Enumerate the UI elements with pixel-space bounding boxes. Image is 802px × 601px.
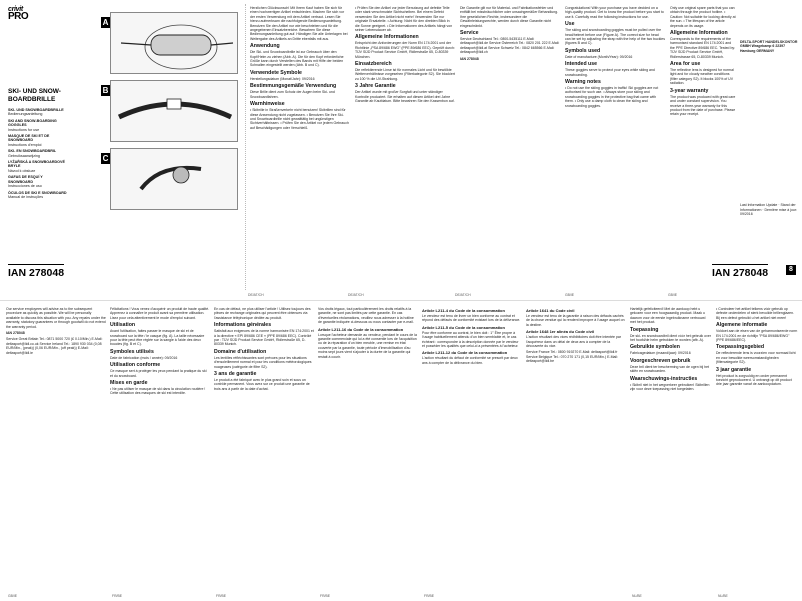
brand-name: crivit [8, 6, 23, 13]
gb-back-cover [740, 40, 798, 290]
fr-heading-area: Domaine d'utilisation [214, 348, 267, 355]
figure-label: A [102, 18, 109, 27]
cover-title: SKI- UND SNOW-BOARDBRILLE [8, 88, 61, 103]
product-doc-type: Gebruiksaanwijzing [8, 153, 40, 158]
nl-column-2 [716, 307, 798, 587]
de-heading-use: Anwendung [250, 43, 280, 50]
de-ian: IAN 278048 [460, 56, 479, 61]
footer-lang: GB/IE [565, 293, 575, 297]
footer-lang: FR/BE [112, 594, 122, 598]
figure-label: C [102, 154, 109, 163]
nl-intended-text: Deze bril dient ter bescherming van de ogen bij het skiën en snowboarden. [630, 364, 709, 374]
info-update-date: Last Information Update · Stand der Informationen · Dernière mise à jour: 09/2016 [740, 203, 797, 217]
product-name: SKI- UND SNOWBOARDBRILLE [8, 108, 64, 112]
fr-symbols-text: Date de fabrication (mois / année): 09/2016 [110, 355, 178, 360]
nl-use-text: De ski- en snowboardbril dient vóór het gebruik over het hoofd/de helm getrokken te worden (afb. A). [630, 333, 711, 343]
fr-column-1 [110, 307, 210, 587]
cover-ian: IAN 278048 [8, 264, 64, 279]
gb-heading-area: Area for use [670, 61, 701, 68]
cover-product-item [8, 108, 68, 117]
gb-intended-text: These goggles serve to protect your eyes while skiing and snowboarding. [565, 68, 655, 77]
product-doc-type: Instructions for use [8, 127, 40, 132]
footer-lang: NL/BE [632, 594, 642, 598]
de-heading-symbols: Verwendete Symbole [250, 69, 302, 76]
fr-heading-intended: Utilisation conforme [110, 362, 161, 369]
fr-heading-info: Informations générales [214, 322, 272, 329]
gb-warranty-text: The product was produced with great care and under constant supervision. You receive a three-year warranty for this product from the date of purchase. Please retain your receipt. [670, 94, 736, 117]
fr-col2-text: En cas de défaut, ne plus utiliser l'article ! Utilisez toujours des pièces de rechange originales qui peuvent être obtenues via l'assistance téléphonique dédiée au produit. [214, 307, 311, 320]
gb-heading-intended: Intended use [565, 61, 597, 68]
gb-heading-symbols: Symbols used [565, 47, 601, 54]
de-use-text: Die Ski- und Snowboardbrille ist zur Gebrauch über den Kopf/Helm zu ziehen (Abb. A). Die für den Kopf erforderliche Größe kann durch Verstellen des Bands mit Hilfe der beiden Schnallen eingestellt werden (Abb. B und C). [250, 50, 344, 68]
fr-intro: Félicitations ! Vous venez d'acquérir un produit de haute qualité. Apprenez à connaître le produit avant sa première utilisation. Lisez pour cela attentivement le mode d'emploi suivant. [110, 307, 210, 320]
product-doc-type: Instructions d'emploi [8, 142, 42, 147]
fr-heading-article: Article 1641 du Code civil [526, 308, 575, 313]
cover-product-list [8, 108, 68, 201]
gb-ian: IAN 278048 [6, 331, 25, 336]
gb-warning-text: • Do not use the skiing goggles in traffic! Ski goggles are not authorised for such use. • Always store your skiing and snowboarding goggles in the protective bag that came with them. • Only use a damp cloth to clean the skiing and snowboarding goggles. [565, 86, 659, 108]
nl-heading-warnings: Waarschuwings-instructies [630, 375, 698, 382]
de-warning-text: • Skibrille in Straßenverkehr nicht benutzen! Skibrillen sind für diese Anwendung nicht zugelassen. • Benutzen Sie Ihre Ski- und Snowboardbrille nicht gewalttätig bei ungünstigen Sichtverhältnissen. • Prüfen Sie den Artikel vor jedem Gebrauch auf Beschädigungen oder Verschleiß. [250, 108, 349, 130]
product-name: GAFAS DE ESQUÍ Y SNOWBOARD [8, 175, 43, 184]
cover-product-item [8, 134, 68, 147]
de-heading-intended: Bestimmungsgemäße Verwendung [250, 83, 337, 90]
product-name: LYŽAŘSKÁ A SNOWBOARDOVÉ BRÝLE [8, 160, 65, 169]
gb-info-text: Corresponds to the requirements of the harmonised standard EN 174:2001 and the PPE Directive 89/686 EEC. Tested by: TÜV SÜD Product Service GmbH, Ridlerstrasse 65, D-80339 Munich. [670, 37, 736, 59]
de-column-3 [460, 6, 560, 291]
nl-heading-symbols: Gebruikte symbolen [630, 344, 680, 351]
de-warranty-text: Der Artikel wurde mit großer Sorgfalt und unter ständiger Kontrolle produziert. Sie erhalten auf diesen Artikel drei Jahre Garantie ab Kaufdatum. Bitte bewahren Sie den Kassenbon auf. [355, 90, 455, 104]
brand-sub: PRO [8, 11, 29, 22]
gb-area-text: The reflective lens is designed for normal light and for cloudy weather conditions (filter category S2). It blocks 100% of UV radiation. [670, 68, 734, 86]
fr-warning-text: • Ne pas utiliser le masque de ski dans la circulation routière ! Cette utilisation des masques de ski est interdite. [110, 387, 206, 396]
product-name: ÓCULOS DE SKI E SNOWBOARD [8, 190, 67, 195]
fr-column-5 [526, 307, 626, 587]
footer-lang: DE/AT/CH [248, 293, 264, 297]
company-address: DELTA-SPORT HANDELSKONTOR GMBH Wragekamp 6 22397 Hamburg GERMANY [740, 40, 798, 53]
de-info-text: Entspricht den Anforderungen der Norm EN 174:2001 und der Richtlinie „PSA 89/686 EWG" (PPE 89/686 EEC). Geprüft durch: TÜV SÜD Product Service GmbH, Ridlerstraße 65, D-80339 München. [355, 41, 455, 59]
fr-article-text: L'action résultant des vices rédhibitoires doit être intentée par l'acquéreur dans un délai de deux ans à compter de la découverte du vice. [526, 335, 622, 349]
fr-intended-text: Ce masque sert à protéger les yeux pendant la pratique du ski et du snowboard. [110, 369, 207, 378]
fr-article-text: Le vendeur est tenu de la garantie à raison des défauts cachés de la chose vendue qui la rendent impropre à l'usage auquel on la destine. [526, 314, 625, 327]
de-area-text: Die reflektierende Linse ist für normales Licht und für bewölkte Wetterverhältnisse vorgesehen (Filterkategorie S2). Sie blockiert zu 100 % die UV-Strahlung. [355, 68, 455, 81]
nl-heading-area: Toepassingsgebied [716, 344, 765, 351]
product-doc-type: Bedienungsanleitung [8, 112, 43, 117]
gb-column-3 [6, 307, 106, 587]
nl-warranty-text: Het product is zorgvuldig en onder permanent toezicht geproduceerd. U ontvangt op dit product drie jaar garantie vanaf de aankoopdatum. [716, 373, 792, 387]
gb-col3-text: Our service employees will advise as to the subsequent procedure as quickly as possible. We will be personally available to discuss this situation with you. Any repairs under the warranty, statutory guarantees or through goodwill do not extend the warranty period. [6, 307, 106, 329]
goggles-on-head-illustration [111, 13, 239, 75]
gb-symbols-text: Date of manufacture (Month/Year): 09/2016 [565, 54, 633, 59]
manual-sheet-bottom [0, 301, 802, 601]
nl-warning-text: • Skibril niet in het wegverkeer gebruiken! Skibrillen zijn voor deze toepassing niet toegelaten. [630, 382, 710, 392]
footer-lang: NL/BE [718, 594, 728, 598]
fr-heading-article: Article L211-12 du Code de la consommation [422, 350, 508, 356]
nl-column-1 [630, 307, 712, 587]
fr-heading-symbols: Symboles utilisés [110, 348, 154, 355]
footer-lang: DE/AT/CH [455, 293, 471, 297]
de-heading-area: Einsatzbereich [355, 61, 392, 68]
de-service-text: Service Deutschland Tel.: 0800-5435111 E-Mail: deltasport@lidl.de Service Österreich Tel.: 0820 201 222 E-Mail: deltasport@lidl.at Service Schweiz Tel.: 0842 665566 E-Mail: deltasport@lidl.ch [460, 37, 560, 55]
footer-lang: GB/IE [668, 293, 678, 297]
footer-lang: GB/IE [8, 594, 18, 598]
de-col3-text: Die Garantie gilt nur für Material- und Fabrikationsfehler und entfällt bei missbräuchlicher oder unsachgemäßer Behandlung. Ihre gesetzlichen Rechte, insbesondere die Gewährleistungsrechte, werden durch diese Garantie nicht eingeschränkt. [460, 6, 559, 28]
gb-use-text: The skiing and snowboarding goggles must be pulled over the head/helmet before use (Figure A). The correct size for head can be set by adjusting the strap with the help of the two buckles (figures B and C). [565, 28, 665, 46]
gb-intro: Congratulations! With your purchase you have decided on a high-quality product. Get to know the product before you start to use it. Carefully read the following instructions for use. [565, 6, 664, 19]
cover-product-item [8, 191, 68, 200]
gb-column-2 [670, 6, 736, 291]
nl-heading-intended: Voorgeschreven gebruik [630, 357, 691, 364]
manual-sheet-top [0, 0, 802, 300]
de-column-1 [250, 6, 350, 291]
footer-lang: FR/BE [216, 594, 226, 598]
fr-column-4 [422, 307, 522, 587]
fr-warranty-text: Le produit a été fabriqué avec le plus grand soin et sous un contrôle permanent. Vous avez sur ce produit une garantie de trois ans à partir de la date d'achat. [214, 378, 310, 391]
fr-heading-article: Article 1648 1er alinéa du Code civil [526, 329, 595, 335]
footer-lang: FR/BE [424, 594, 434, 598]
fr-heading-warnings: Mises en garde [110, 380, 148, 387]
cover-product-item [8, 149, 68, 158]
gb-service-text: Service Great Britain Tel.: 0871 5000 720 (£ 0.10/Min.) E-Mail: deltasport@lidl.co.uk Service Ireland Tel.: 1890 930 034 (0,08 EUR/Min., (peak)) (0,06 EUR/Min., (off peak)) E-Mail: deltasport@lidl.ie [6, 337, 103, 355]
fr-article-text: Pour être conforme au contrat, le bien doit : 1° Être propre à l'usage habituellement attendu d'un bien semblable et, le cas échéant : correspondre à la description donnée par le vendeur et posséder les qualités que celui-ci a présentées à l'acheteur. [422, 330, 519, 349]
fr-use-text: Avant l'utilisation, faites passer le masque de ski et de snowboard sur la tête / le casque (fig. A). La taille nécessaire pour la tête peut être réglée sur la sangle à l'aide des deux boucles (fig. B et C). [110, 329, 205, 347]
gb-heading-warranty: 3-year warranty [670, 87, 709, 94]
nl-info-text: Voldoet aan de eisen van de geharmoniseerde norm EN 174:2001 en de richtlijn "PSA 89/686/EWG" (PPE 89/686/EEC). [716, 329, 798, 343]
gb-heading-use: Use [565, 21, 575, 28]
de-column-2 [355, 6, 455, 291]
nl-col2-text: • Controleer het artikel telkens vóór gebruik op defecte onderdelen of sterk bevuilde brillenglazen. Bij een defect gebruikt u het artikel niet meer! [716, 307, 795, 320]
gb-heading-warnings: Warning notes [565, 79, 601, 86]
brand-logo [8, 6, 34, 22]
figure-a [102, 12, 238, 74]
nl-symbols-text: Fabricagedatum (maand/jaar): 09/2016 [630, 351, 691, 356]
figure-c [102, 148, 238, 210]
page-number: 8 [786, 265, 796, 275]
buckle-adjust-illustration [111, 149, 239, 211]
gb-column-1 [565, 6, 665, 291]
fr-service-text: Service France Tel.: 0800 919270 E-Mail: deltasport@lidl.fr Service Belgique Tel.: 070 270 171 (0,15 EUR/Min.) E-Mail: deltasport@lidl.be [526, 350, 618, 364]
footer-lang: DE/AT/CH [348, 293, 364, 297]
de-heading-warnings: Warnhinweise [250, 101, 285, 108]
cover-product-item [8, 175, 68, 188]
cover-product-item [8, 119, 68, 132]
goggles-strap-illustration [111, 81, 239, 143]
fr-column-3 [318, 307, 418, 587]
product-doc-type: Instrucciones de uso [8, 184, 42, 189]
fr-heading-warranty: 3 ans de garantie [214, 371, 257, 378]
fr-article-text: L'action résultant du défaut de conformité se prescrit par deux ans à compter de la délivrance du bien. [422, 356, 518, 365]
nl-heading-info: Algemene informatie [716, 322, 768, 329]
nl-heading-warranty: 3 jaar garantie [716, 366, 752, 373]
nl-intro: Hartelijk gefeliciteerd! Met de aankoop hebt u gekozen voor een hoogwaardig product. Maak u daarom voor de eerste ingebruikname vertrouwd met het product. [630, 307, 706, 325]
de-heading-info: Allgemeine Informationen [355, 34, 419, 41]
product-doc-type: Manual de instruções [8, 194, 44, 199]
cover-product-item [8, 160, 68, 173]
product-name: SKI- EN SNOWBOARDBRIL [8, 149, 57, 154]
column-divider [245, 4, 246, 290]
figure-b [102, 80, 238, 142]
de-heading-service: Service [460, 30, 479, 37]
fr-area-text: Les lentilles réfléchissantes sont prévues pour les situations d'ensoleillement normal et pour les conditions météorologiques nuageuses (catégorie de filtre S2). [214, 355, 312, 369]
de-intro: Herzlichen Glückwunsch! Mit Ihrem Kauf haben Sie sich für einen hochwertigen Artikel entschieden. Machen Sie sich vor der ersten Verwendung mit dem Artikel vertraut. Lesen Sie hierzu aufmerksam die nachfolgende Bedienungsanleitung. Benutzen Sie den Artikel nur wie beschrieben und für die angegebenen Einsatzbereiche. Bewahren Sie diese Bedienungsanleitung gut auf. Händigen Sie alle Unterlagen bei Weitergabe des Artikels an Dritte ebenfalls mit aus. [250, 6, 348, 41]
product-name: SKI AND SNOW-BOARDING GOGGLES [8, 118, 57, 128]
de-symbols-text: Herstellungsdatum (Monat/Jahr): 09/2016 [250, 76, 315, 81]
footer-lang: FR/BE [320, 594, 330, 598]
fr-heading-use: Utilisation [110, 322, 136, 329]
gb-heading-info: Allgemeine Information [670, 30, 728, 37]
fr-col3-text: Vos droits légaux, tout particulièrement les droits relatifs à la garantie, ne sont pas limités par cette garantie. En cas d'éventuelles réclamations, veuillez nous adresser à la hotline de garantie indiquée ci-dessous ou nous contacter par e-mail. [318, 307, 414, 325]
de-heading-warranty: 3 Jahre Garantie [355, 83, 396, 90]
product-doc-type: Návod k obsluze [8, 168, 36, 173]
figure-label: B [102, 86, 109, 95]
de-col2-text: • Prüfen Sie den Artikel vor jeder Benutzung auf defekte Teile oder stark verschmutzte Sichtscheiben. Bei einem Defekt verwenden Sie den Artikel nicht mehr! Verwenden Sie nur originale Ersatzteile. • Achtung: Nicht für den direkten Blick in die Sonne geeignet. • Die Informationen des Artikels hängt von seiner Lebensdauer ab. [355, 6, 453, 33]
fr-article-text: Le vendeur est tenu de livrer un bien conforme au contrat et répond des défauts de conformité existant lors de la délivrance. [422, 314, 521, 323]
back-ian: IAN 278048 [712, 264, 768, 279]
fr-heading-article: Article L211-16 du Code de la consommation [318, 326, 404, 332]
fr-info-text: Satisfait aux exigences de la norme harmonisée EN 174:2001 et à la directive « EPI 89/686 CEE » (PPE 89/686 EEC). Contrôlé par : TÜV SÜD Product Service GmbH, Ridlerstraße 65, D-80339 Munich. [214, 329, 314, 347]
product-name: MASQUE DE SKI ET DE SNOWBOARD [8, 134, 50, 143]
nl-heading-use: Toepassing [630, 326, 659, 333]
fr-column-2 [214, 307, 314, 587]
fr-heading-article: Article L211-5 du Code de la consommation [422, 324, 505, 330]
gb-col2-text: Only use original spare parts that you can obtain through the product hotline. • Caution: Not suitable for looking directly at the sun. • The lifespan of the article depends on its usage. [670, 6, 736, 28]
nl-area-text: De reflecterende lens is voorzien voor normaal licht en voor bewolkte weersomstandigheden (filtercategorie S2). [716, 351, 796, 365]
fr-article-text: Lorsque l'acheteur demande au vendeur, pendant le cours de la garantie commerciale qui lui a été consentie lors de l'acquisition ou de la réparation d'un bien meuble, une remise en état couverte par la garantie, toute période d'immobilisation d'au moins sept jours vient s'ajouter à la durée de la garantie qui restait à courir. [318, 332, 417, 359]
de-intended-text: Diese Brille dient zum Schutz der Augen beim Ski- und Snowboardfahren. [250, 90, 335, 99]
fr-heading-article: Article L211-4 du Code de la consommation [422, 308, 505, 313]
